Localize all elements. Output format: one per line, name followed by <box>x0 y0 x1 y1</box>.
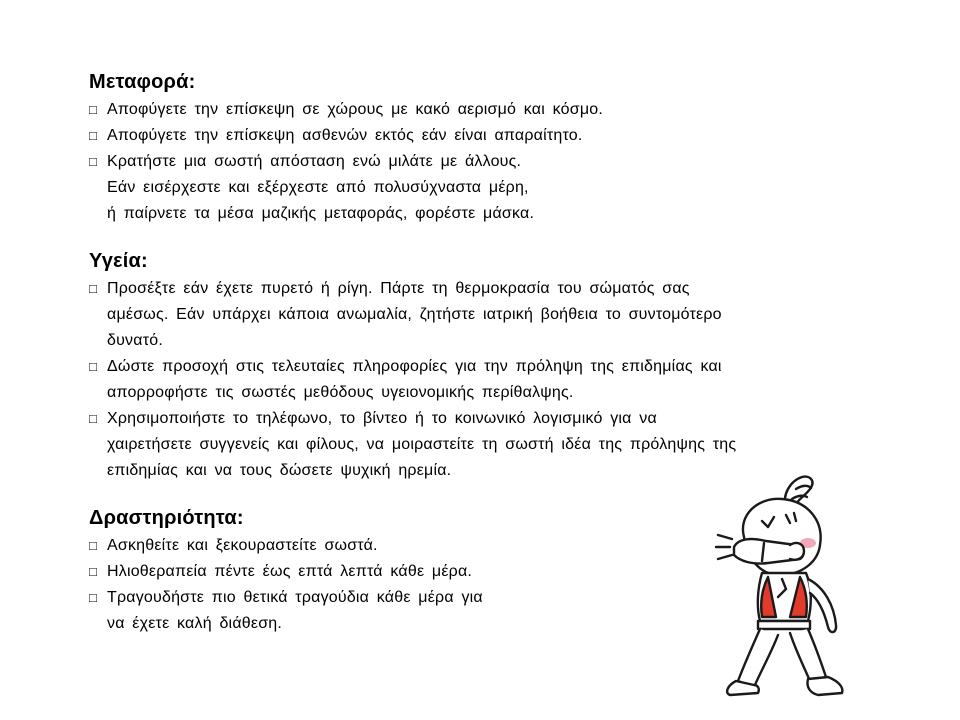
item-line: Εάν εισέρχεστε και εξέρχεστε από πολυσύχναστα μέρη, <box>107 179 529 196</box>
item-line: ή παίρνετε τα μέσα μαζικής μεταφοράς, φορέστε μάσκα. <box>107 205 535 222</box>
list-item <box>89 97 909 123</box>
item-line: Τραγουδήστε πιο θετικά τραγούδια κάθε μέρα για <box>107 589 483 606</box>
section-heading: Υγεία: <box>89 250 148 272</box>
coughing-person-icon <box>678 455 883 710</box>
list-item <box>89 276 909 354</box>
bullet-list <box>89 97 909 227</box>
item-line: αμέσως. Εάν υπάρχει κάποια ανωμαλία, ζητήστε ιατρική βοήθεια το συντομότερο <box>107 306 722 323</box>
list-item <box>89 354 909 406</box>
checkbox-bullet-icon: □ <box>89 281 98 296</box>
item-line: Ασκηθείτε και ξεκουραστείτε σωστά. <box>107 537 378 554</box>
checkbox-bullet-icon: □ <box>89 590 98 605</box>
checkbox-bullet-icon: □ <box>89 564 98 579</box>
item-line: χαιρετήσετε συγγενείς και φίλους, να μοιραστείτε τη σωστή ιδέα της πρόληψης της <box>107 436 737 453</box>
section-transport <box>89 70 909 227</box>
item-line: επιδημίας και να τους δώσετε ψυχική ηρεμία. <box>107 462 452 479</box>
checkbox-bullet-icon: □ <box>89 128 98 143</box>
section-heading: Μεταφορά: <box>89 71 196 93</box>
checkbox-bullet-icon: □ <box>89 154 98 169</box>
item-line: Αποφύγετε την επίσκεψη σε χώρους με κακό αερισμό και κόσμο. <box>107 101 603 118</box>
checkbox-bullet-icon: □ <box>89 538 98 553</box>
item-line: δυνατό. <box>107 332 163 349</box>
item-line: Κρατήστε μια σωστή απόσταση ενώ μιλάτε με άλλους. <box>107 153 522 170</box>
bullet-list <box>89 276 909 484</box>
checkbox-bullet-icon: □ <box>89 102 98 117</box>
item-line: Ηλιοθεραπεία πέντε έως επτά λεπτά κάθε μέρα. <box>107 563 473 580</box>
item-line: να έχετε καλή διάθεση. <box>107 615 283 632</box>
item-line: Προσέξτε εάν έχετε πυρετό ή ρίγη. Πάρτε τη θερμοκρασία του σώματός σας <box>107 280 690 297</box>
section-health <box>89 249 909 484</box>
item-line: Χρησιμοποιήστε το τηλέφωνο, το βίντεο ή το κοινωνικό λογισμικό για να <box>107 410 657 427</box>
section-heading: Δραστηριότητα: <box>89 507 244 529</box>
item-line: απορροφήστε τις σωστές μεθόδους υγειονομικής περίθαλψης. <box>107 384 574 401</box>
checkbox-bullet-icon: □ <box>89 359 98 374</box>
item-line: Δώστε προσοχή στις τελευταίες πληροφορίες για την πρόληψη της επιδημίας και <box>107 358 722 375</box>
list-item <box>89 123 909 149</box>
checkbox-bullet-icon: □ <box>89 411 98 426</box>
item-line: Αποφύγετε την επίσκεψη ασθενών εκτός εάν είναι απαραίτητο. <box>107 127 583 144</box>
list-item <box>89 149 909 227</box>
